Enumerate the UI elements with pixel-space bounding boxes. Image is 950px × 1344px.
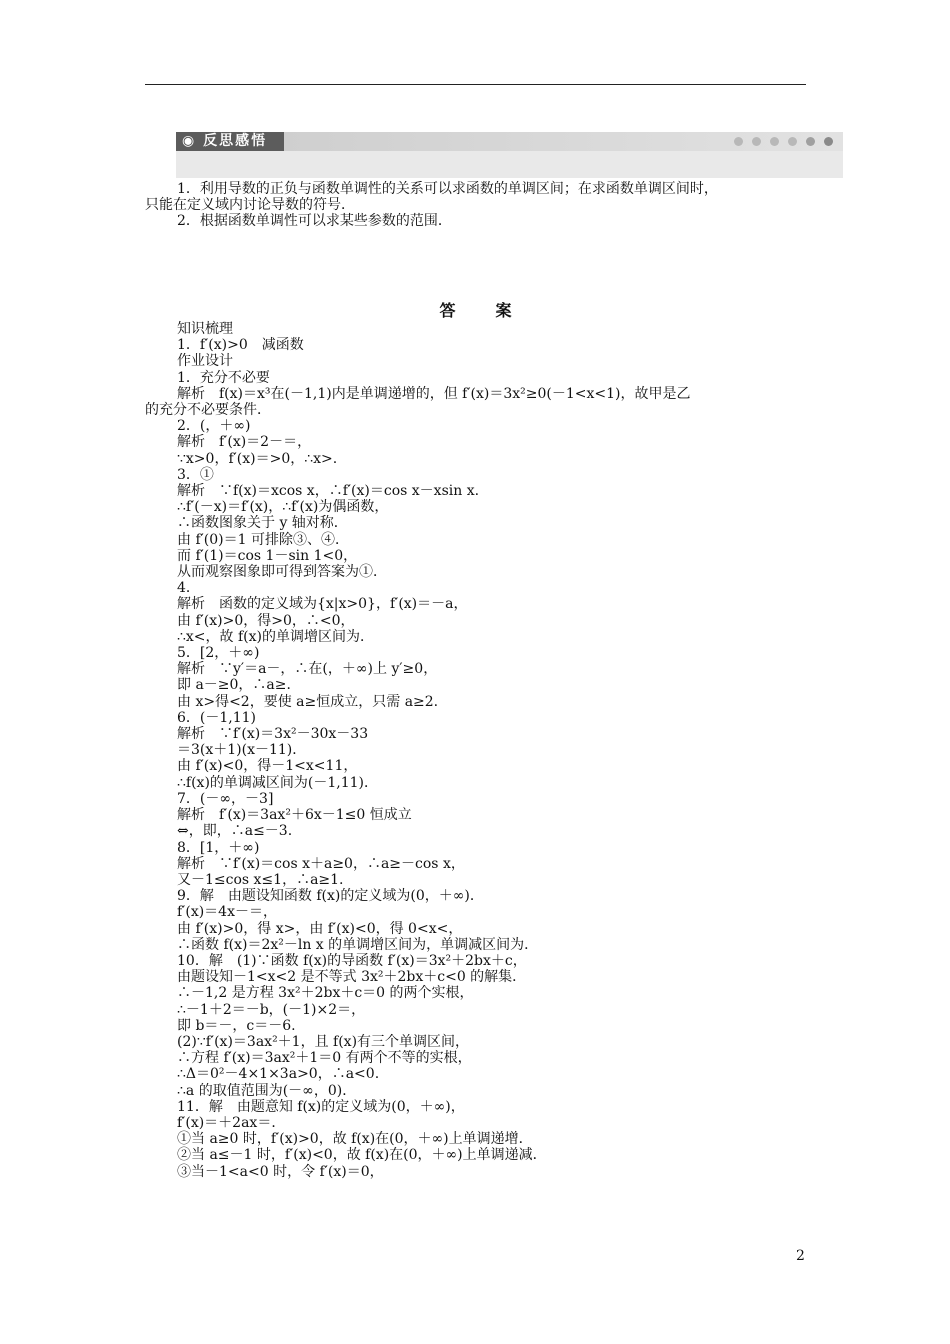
answer-line: ∴Δ＝0²－4×1×3a>0，∴a<0. [177, 1066, 380, 1083]
answer-line: 从而观察图象即可得到答案为①． [177, 564, 387, 581]
target-icon: ◉ [182, 133, 197, 149]
answer-line: 10．解 (1)∵函数 f(x)的导函数 f′(x)＝3x²＋2bx＋c， [177, 952, 527, 969]
reflection-line: 2．根据函数单调性可以求某些参数的范围． [177, 213, 452, 230]
dot-icon [770, 137, 779, 146]
answer-line: 7．(－∞，－3] [177, 790, 274, 807]
answer-line: 由 f′(x)>0，得 x>，由 f′(x)<0，得 0<x<， [177, 920, 463, 937]
answer-line: ⇔，即，∴a≤－3. [177, 823, 293, 840]
banner-strip [284, 132, 843, 151]
answer-line: 2．(，＋∞) [177, 418, 251, 435]
answer-line: f′(x)＝4x－＝， [177, 904, 277, 921]
answer-line: 由 f′(x)<0，得－1<x<11， [177, 758, 358, 775]
answer-line: 3．① [177, 466, 214, 483]
answer-line: ③当－1<a<0 时，令 f′(x)＝0， [177, 1163, 384, 1180]
answer-line: ＝3(x＋1)(x－11)． [177, 742, 307, 759]
answer-line: 8．[1，＋∞) [177, 839, 260, 856]
answer-line: (2)∵f′(x)＝3ax²＋1，且 f(x)有三个单调区间， [177, 1033, 470, 1050]
answer-line: ∴方程 f′(x)＝3ax²＋1＝0 有两个不等的实根， [177, 1050, 472, 1067]
answer-line: 解析 f′(x)＝2－＝， [177, 434, 312, 451]
answer-line: 解析 ∵f′(x)＝3x²－30x－33 [177, 726, 369, 743]
answer-line: 解析 ∵f(x)＝xcos x，∴f′(x)＝cos x－xsin x. [177, 483, 480, 500]
answer-line: ∴函数 f(x)＝2x²－ln x 的单调增区间为，单调减区间为． [177, 936, 539, 953]
answer-line: 即 b＝－，c＝－6. [177, 1017, 296, 1034]
answer-line: 解析 f(x)＝x³在(－1,1)内是单调递增的，但 f′(x)＝3x²≥0(－1<x<1)，故甲是乙 [177, 385, 691, 402]
answer-line: f′(x)＝＋2ax＝． [177, 1114, 286, 1131]
answer-line: 作业设计 [177, 353, 233, 370]
answer-line: ∵x>0，f′(x)＝>0，∴x>. [177, 450, 338, 467]
answer-line: ∴f′(－x)＝f′(x)，∴f′(x)为偶函数， [177, 499, 389, 516]
banner-tab [176, 132, 284, 151]
answer-line: 5．[2，＋∞) [177, 645, 260, 662]
dot-icon [824, 137, 833, 146]
answer-line: 又－1≤cos x≤1，∴a≥1. [177, 871, 344, 888]
answer-line: ①当 a≥0 时，f′(x)>0，故 f(x)在(0，＋∞)上单调递增． [177, 1131, 533, 1148]
top-rule [145, 84, 806, 85]
answer-line: 1．f′(x)>0 减函数 [177, 337, 304, 354]
answer-line: 解析 ∵y′＝a－，∴在(，＋∞)上 y′≥0， [177, 661, 438, 678]
section-banner [176, 132, 843, 178]
answers-body [145, 321, 815, 1180]
answer-line: 解析 函数的定义域为{x|x>0}，f′(x)＝－a， [177, 596, 468, 613]
dot-icon [734, 137, 743, 146]
page-number: 2 [796, 1248, 805, 1264]
answers-heading: 答案 [439, 301, 552, 320]
reflection-line: 1．利用导数的正负与函数单调性的关系可以求函数的单调区间；在求函数单调区间时， [177, 181, 718, 197]
dot-icon [752, 137, 761, 146]
answer-line: ∴－1＋2＝－b，(－1)×2＝， [177, 1001, 366, 1018]
answer-line: ∴函数图象关于 y 轴对称． [177, 515, 348, 532]
answer-line: 由题设知－1<x<2 是不等式 3x²＋2bx＋c<0 的解集． [177, 969, 527, 986]
answer-line: 6．(－1,11) [177, 709, 257, 726]
answer-line: 由 f′(0)＝1 可排除③、④． [177, 531, 349, 548]
answer-line: 4． [177, 580, 200, 597]
answer-line: 11．解 由题意知 f(x)的定义域为(0，＋∞)， [177, 1098, 465, 1115]
answer-line: ∴－1,2 是方程 3x²＋2bx＋c＝0 的两个实根， [177, 985, 474, 1002]
answer-line: ②当 a≤－1 时，f′(x)<0，故 f(x)在(0，＋∞)上单调递减． [177, 1147, 547, 1164]
answer-line: 由 x>得<2，要使 a≥恒成立，只需 a≥2. [177, 693, 439, 710]
answer-line: ∴a 的取值范围为(－∞，0)． [177, 1082, 357, 1099]
answer-line: 的充分不必要条件． [145, 402, 271, 419]
dot-icon [806, 137, 815, 146]
answer-line: 9．解 由题设知函数 f(x)的定义域为(0，＋∞)． [177, 888, 484, 905]
answer-line: 解析 ∵f′(x)＝cos x＋a≥0，∴a≥－cos x， [177, 855, 465, 872]
answer-line: 解析 f′(x)＝3ax²＋6x－1≤0 恒成立 [177, 807, 412, 824]
answer-line: 1．充分不必要 [177, 369, 270, 386]
answer-line: 即 a－≥0，∴a≥． [177, 677, 301, 694]
banner-title: 反思感悟 [203, 133, 268, 149]
reflection-line: 只能在定义域内讨论导数的符号． [145, 197, 355, 214]
answer-line: ∴f(x)的单调减区间为(－1,11)． [177, 774, 379, 791]
answer-line: ∴x<，故 f(x)的单调增区间为． [177, 628, 374, 645]
answer-line: 知识梳理 [177, 321, 233, 337]
dot-icon [788, 137, 797, 146]
reflection-text [145, 181, 815, 230]
decorative-dots [734, 137, 833, 146]
answer-line: 由 f′(x)>0，得>0，∴<0， [177, 612, 355, 629]
answer-line: 而 f′(1)＝cos 1－sin 1<0， [177, 547, 358, 564]
